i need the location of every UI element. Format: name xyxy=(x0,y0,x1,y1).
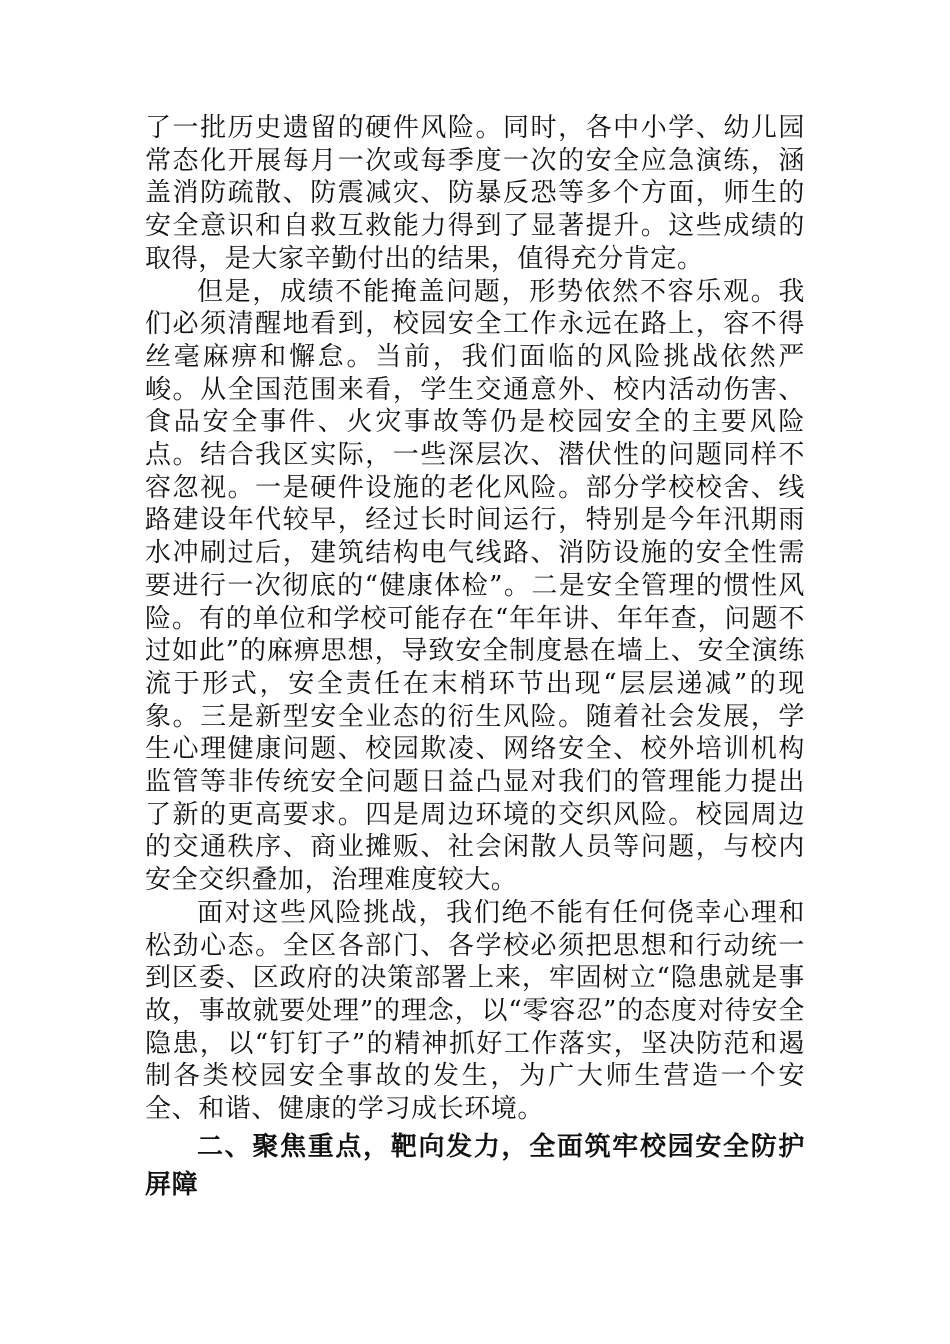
paragraph-response: 面对这些风险挑战，我们绝不能有任何侥幸心理和松劲心态。全区各部门、各学校必须把思想和行动统一到区委、区政府的决策部署上来，牢固树立“隐患就是事故，事故就要处理”的理念，以“零容忍”的态度对待安全隐患，以“钉钉子”的精神抓好工作落实，坚决防范和遏制各类校园安全事故的发生，为广大师生营造一个安全、和谐、健康的学习成长环境。 xyxy=(145,897,805,1125)
paragraph-continuation: 了一批历史遗留的硬件风险。同时，各中小学、幼儿园常态化开展每月一次或每季度一次的安全应急演练，涵盖消防疏散、防震减灾、防暴反恐等多个方面，师生的安全意识和自救互救能力得到了显著提升。这些成绩的取得，是大家辛勤付出的结果，值得充分肯定。 xyxy=(145,113,805,274)
document-body xyxy=(145,112,805,1204)
section-heading: 二、聚焦重点，靶向发力，全面筑牢校园安全防护屏障 xyxy=(145,1131,805,1200)
paragraph-risks: 但是，成绩不能掩盖问题，形势依然不容乐观。我们必须清醒地看到，校园安全工作永远在路上，容不得丝毫麻痹和懈怠。当前，我们面临的风险挑战依然严峻。从全国范围来看，学生交通意外、校内活动伤害、食品安全事件、火灾事故等仍是校园安全的主要风险点。结合我区实际，一些深层次、潜伏性的问题同样不容忽视。一是硬件设施的老化风险。部分学校校舍、线路建设年代较早，经过长时间运行，特别是今年汛期雨水冲刷过后，建筑结构电气线路、消防设施的安全性需要进行一次彻底的“健康体检”。二是安全管理的惯性风险。有的单位和学校可能存在“年年讲、年年查，问题不过如此”的麻痹思想，导致安全制度悬在墙上、安全演练流于形式，安全责任在末梢环节出现“层层递减”的现象。三是新型安全业态的衍生风险。随着社会发展，学生心理健康问题、校园欺凌、网络安全、校外培训机构监管等非传统安全问题日益凸显对我们的管理能力提出了新的更高要求。四是周边环境的交织风险。校园周边的交通秩序、商业摊贩、社会闲散人员等问题，与校内安全交织叠加，治理难度较大。 xyxy=(145,276,805,896)
